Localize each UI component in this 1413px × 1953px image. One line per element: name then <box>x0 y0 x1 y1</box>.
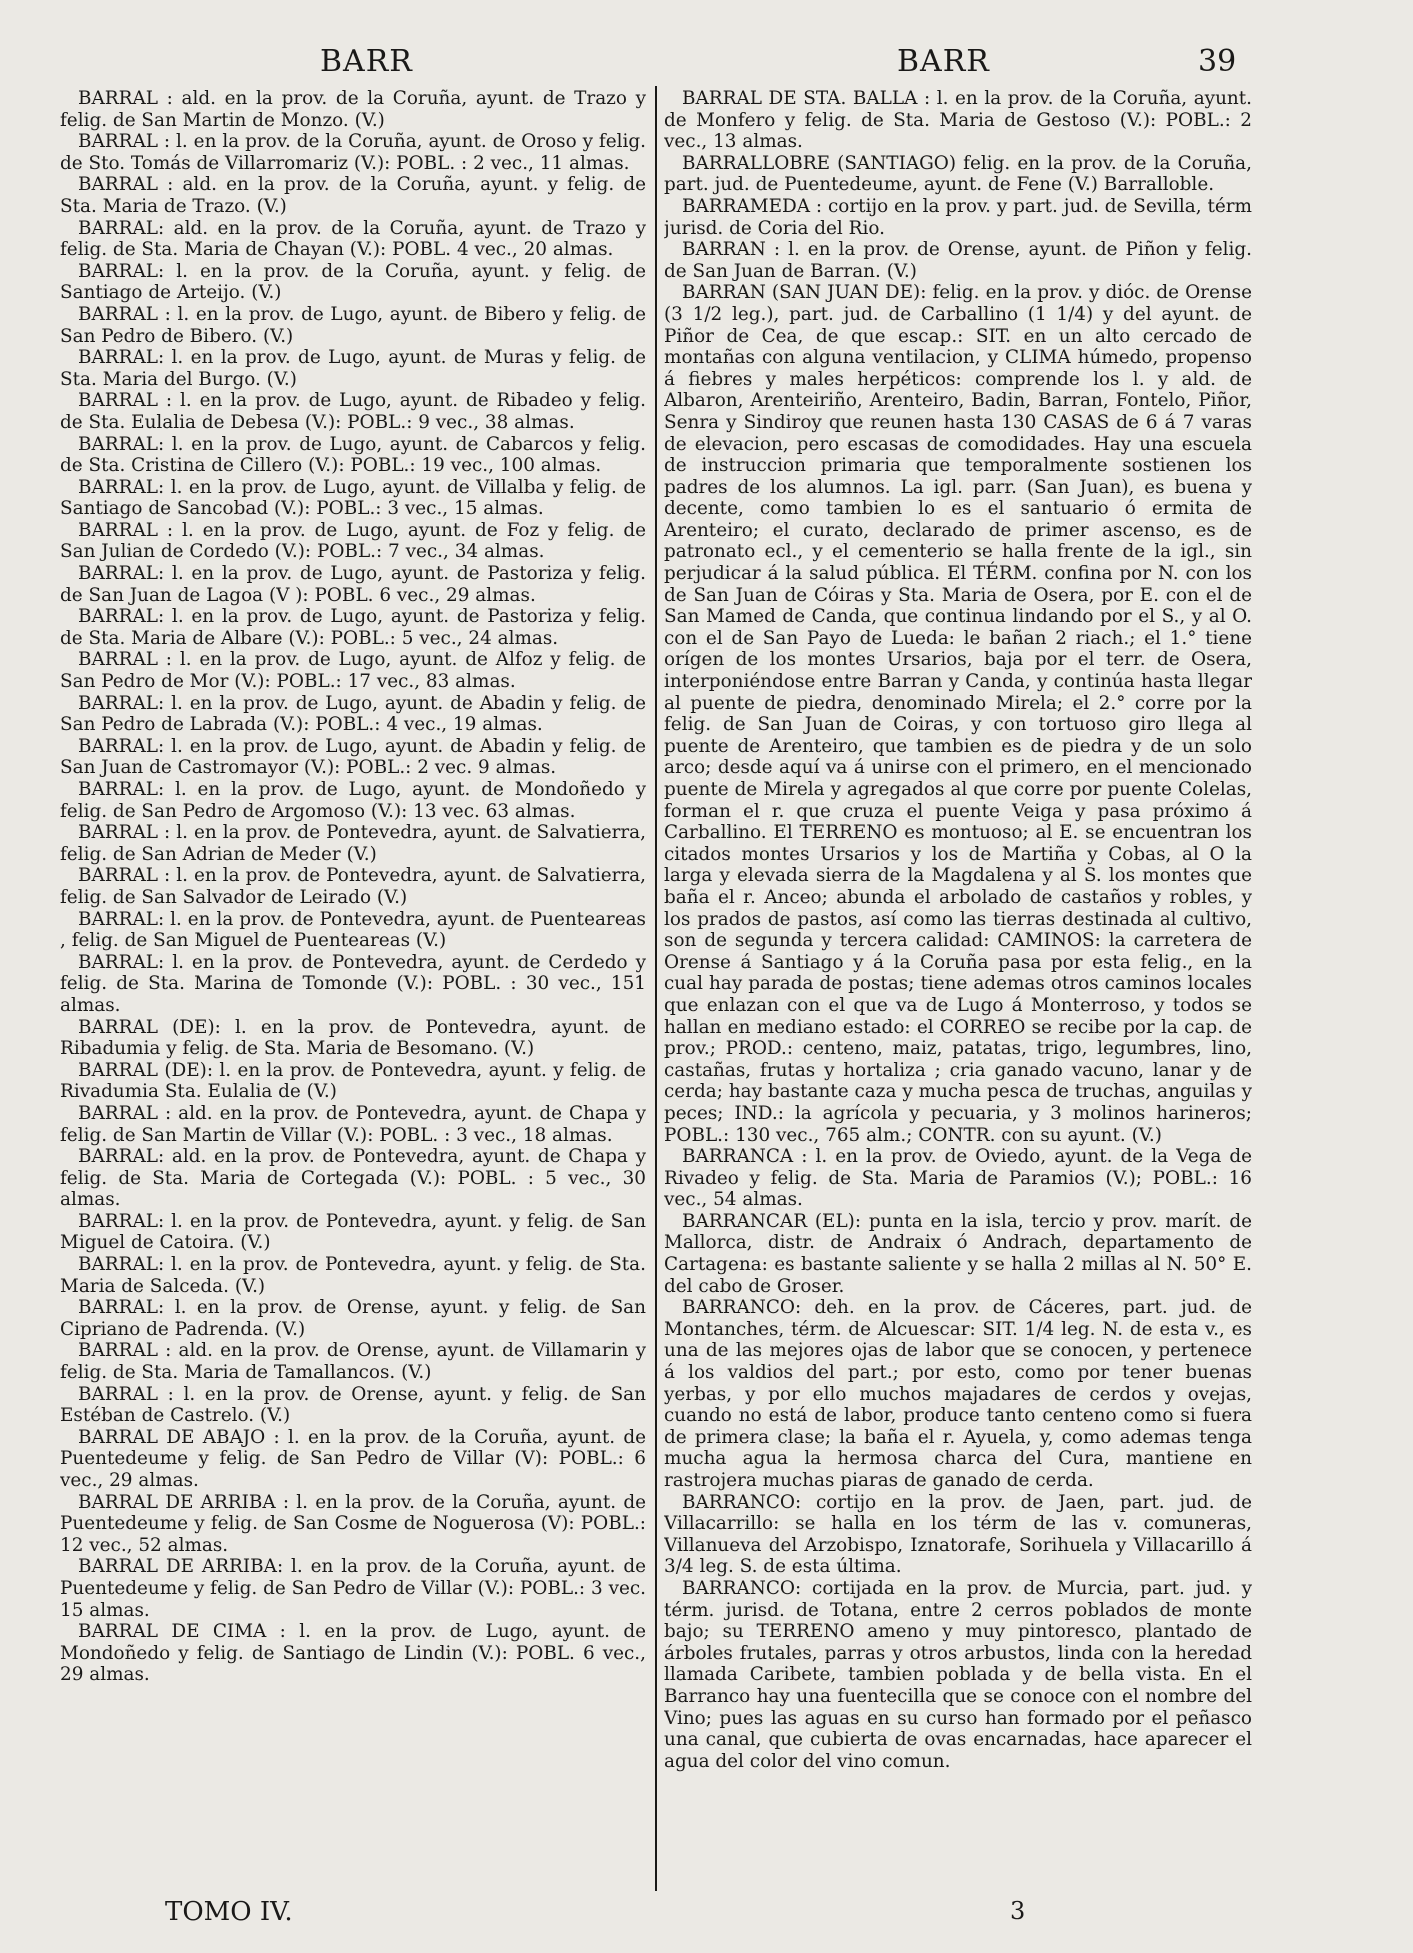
running-head-left: BARR <box>320 44 413 79</box>
dictionary-entry: BARRAL : l. en la prov. de Lugo, ayunt. de Ribadeo y felig. de Sta. Eulalia de Debesa (V.): POBL.: 9 vec., 38 almas. <box>60 390 646 433</box>
column-rule <box>655 86 657 1891</box>
dictionary-entry: BARRANCO: cortijada en la prov. de Murcia, part. jud. y térm. jurisd. de Totana, entre 2 cerros poblados de monte bajo; su TERRENO ameno y muy pintoresco, plantado de árboles frutales, parras y otros arbustos, linda con la heredad llamada Caribete, tambien poblada y de bella vista. En el Barranco hay una fuentecilla que se conoce con el nombre del Vino; pues las aguas en su curso han formado por el peñasco una canal, que cubierta de ovas encarnadas, hace aparecer el agua del color del vino comun. <box>664 1577 1252 1772</box>
dictionary-entry: BARRAL (DE): l. en la prov. de Pontevedra, ayunt. de Ribadumia y felig. de Sta. Maria de Besomano. (V.) <box>60 1016 646 1060</box>
dictionary-entry: BARRAL: l. en la prov. de Lugo, ayunt. de Cabarcos y felig. de Sta. Cristina de Cillero (V.): POBL.: 19 vec., 100 almas. <box>60 433 646 477</box>
dictionary-entry: BARRAL: l. en la prov. de Lugo, ayunt. de Mondoñedo y felig. de San Pedro de Argomoso (V.): 13 vec. 63 almas. <box>60 779 646 822</box>
dictionary-entry: BARRANCO: deh. en la prov. de Cáceres, part. jud. de Montanches, térm. de Alcuescar: SIT. 1/4 leg. N. de esta v., es una de las mejores ojas de labor que se conocen, y pertenece á los valdios del part.; por esto, como por tener buenas yerbas, y por ello muchos majadares de cerdos y ovejas, cuando no está de labor, produce tanto centeno como si fuera de primera clase; la baña el r. Ayuela, y, como ademas tenga mucha agua la hermosa charca del Cura, mantiene en rastrojera muchas piaras de ganado de cerda. <box>664 1297 1252 1491</box>
dictionary-entry: BARRALLOBRE (SANTIAGO) felig. en la prov. de la Coruña, part. jud. de Puentedeume, ayunt. de Fene (V.) Barralloble. <box>664 152 1252 196</box>
dictionary-entry: BARRAL: l. en la prov. de Pontevedra, ayunt. y felig. de Sta. Maria de Salceda. (V.) <box>60 1254 646 1297</box>
dictionary-entry: BARRAL : l. en la prov. de Lugo, ayunt. de Alfoz y felig. de San Pedro de Mor (V.): POBL.: 17 vec., 83 almas. <box>60 649 646 693</box>
page-number: 39 <box>1198 44 1237 79</box>
dictionary-entry: BARRAL DE ARRIBA: l. en la prov. de la Coruña, ayunt. de Puentedeume y felig. de San Pedro de Villar (V.): POBL.: 3 vec. 15 almas. <box>60 1556 646 1621</box>
dictionary-entry: BARRANCAR (EL): punta en la isla, tercio y prov. marít. de Mallorca, distr. de Andraix ó Andrach, departamento de Cartagena: es bastante saliente y se halla 2 millas al N. 50° E. del cabo de Groser. <box>664 1210 1252 1297</box>
dictionary-entry: BARRAL DE STA. BALLA : l. en la prov. de la Coruña, ayunt. de Monfero y felig. de Sta. Maria de Gestoso (V.): POBL.: 2 vec., 13 almas. <box>664 88 1252 153</box>
dictionary-entry: BARRANCA : l. en la prov. de Oviedo, ayunt. de la Vega de Rivadeo y felig. de Sta. Maria de Paramios (V.); POBL.: 16 vec., 54 almas. <box>664 1146 1252 1211</box>
dictionary-entry: BARRAMEDA : cortijo en la prov. y part. jud. de Sevilla, térm jurisd. de Coria del Rio. <box>664 195 1252 239</box>
dictionary-entry: BARRAL: l. en la prov. de Pontevedra, ayunt. de Cerdedo y felig. de Sta. Marina de Tomonde (V.): POBL. : 30 vec., 151 almas. <box>60 951 646 1016</box>
dictionary-entry: BARRAL : ald. en la prov. de la Coruña, ayunt. y felig. de Sta. Maria de Trazo. (V.) <box>60 174 646 217</box>
running-head-right: BARR <box>897 44 990 79</box>
signature-mark: 3 <box>1010 1897 1026 1925</box>
dictionary-entry: BARRAL: l. en la prov. de Lugo, ayunt. de Muras y felig. de Sta. Maria del Burgo. (V.) <box>60 347 646 390</box>
dictionary-entry: BARRAL : ald. en la prov. de la Coruña, ayunt. de Trazo y felig. de San Martin de Monzo. (V.) <box>60 88 646 131</box>
dictionary-entry: BARRAL: ald. en la prov. de Pontevedra, ayunt. de Chapa y felig. de Sta. Maria de Cortegada (V.): POBL. : 5 vec., 30 almas. <box>60 1146 646 1211</box>
dictionary-entry: BARRAL: l. en la prov. de Pontevedra, ayunt. de Puenteareas , felig. de San Miguel de Puenteareas (V.) <box>60 908 646 952</box>
dictionary-entry: BARRAL: l. en la prov. de Lugo, ayunt. de Pastoriza y felig. de San Juan de Lagoa (V ): POBL. 6 vec., 29 almas. <box>60 563 646 606</box>
right-column <box>664 88 1252 1888</box>
volume-label: TOMO IV. <box>165 1897 293 1927</box>
dictionary-entry: BARRAL : l. en la prov. de Lugo, ayunt. de Bibero y felig. de San Pedro de Bibero. (V.) <box>60 303 646 347</box>
dictionary-entry: BARRAL DE ABAJO : l. en la prov. de la Coruña, ayunt. de Puentedeume y felig. de San Pedro de Villar (V): POBL.: 6 vec., 29 almas. <box>60 1426 646 1491</box>
dictionary-entry: BARRAL: l. en la prov. de Lugo, ayunt. de Villalba y felig. de Santiago de Sancobad (V.): POBL.: 3 vec., 15 almas. <box>60 476 646 520</box>
dictionary-entry: BARRANCO: cortijo en la prov. de Jaen, part. jud. de Villacarrillo: se halla en los térm de las v. comuneras, Villanueva del Arzobispo, Iznatorafe, Sorihuela y Villacarillo á 3/4 leg. S. de esta última. <box>664 1491 1252 1578</box>
dictionary-entry: BARRAL: l. en la prov. de Pontevedra, ayunt. y felig. de San Miguel de Catoira. (V.) <box>60 1210 646 1254</box>
dictionary-entry: BARRAL: l. en la prov. de Lugo, ayunt. de Abadin y felig. de San Pedro de Labrada (V.): POBL.: 4 vec., 19 almas. <box>60 692 646 736</box>
dictionary-entry: BARRAL : ald. en la prov. de Pontevedra, ayunt. de Chapa y felig. de San Martin de Villar (V.): POBL. : 3 vec., 18 almas. <box>60 1102 646 1146</box>
dictionary-entry: BARRAL: ald. en la prov. de la Coruña, ayunt. de Trazo y felig. de Sta. Maria de Chayan (V.): POBL. 4 vec., 20 almas. <box>60 217 646 261</box>
dictionary-entry: BARRAL: l. en la prov. de Lugo, ayunt. de Abadin y felig. de San Juan de Castromayor (V.): POBL.: 2 vec. 9 almas. <box>60 735 646 779</box>
dictionary-entry: BARRAN (SAN JUAN DE): felig. en la prov. y dióc. de Orense (3 1/2 leg.), part. jud. de Carballino (1 1/4) y del ayunt. de Piñor de Cea, de que escap.: SIT. en un alto cercado de montañas con alguna ventilacion, y CLIMA húmedo, propenso á fiebres y males herpéticos: comprende los l. y ald. de Albaron, Arenteiriño, Arenteiro, Badin, Barran, Fontelo, Piñor, Senra y Sindiroy que reunen hasta 130 CASAS de 6 á 7 varas de elevacion, pero escasas de comodidades. Hay una escuela de instruccion primaria que temporalmente sostienen los padres de los alumnos. La igl. parr. (San Juan), es buena y decente, como tambien lo es el santuario ó ermita de Arenteiro; el curato, declarado de primer ascenso, es de patronato ecl., y el cementerio se halla frente de la igl., sin perjudicar á la salud pública. El TÉRM. confina por N. con los de San Juan de Cóiras y Sta. Maria de Osera, por E. con el de San Mamed de Canda, que continua lindando por el S., y al O. con el de San Payo de Lueda: le bañan 2 riach.; el 1.° tiene orígen de los montes Ursarios, baja por el terr. de Osera, interponiéndose entre Barran y Canda, y continúa hasta llegar al puente de piedra, denominado Mirela; el 2.° corre por la felig. de San Juan de Coiras, y con tortuoso giro llega al puente de Arenteiro, que tambien es de piedra y de un solo arco; desde aquí va á unirse con el primero, en el mencionado puente de Mirela y agregados al que corre por puente Colelas, forman el r. que cruza el puente Veiga y pasa próximo á Carballino. El TERRENO es montuoso; al E. se encuentran los citados montes Ursarios y los de Martiña y Cobas, al O la larga y elevada sierra de la Magdalena y al S. los montes que baña el r. Anceo; abunda el arbolado de castaños y robles, y los prados de pastos, así como las tierras destinada al cultivo, son de segunda y tercera calidad: CAMINOS: la carretera de Orense á Santiago y á la Coruña pasa por esta felig., en la cual hay parada de postas; tiene ademas otros caminos locales que enlazan con el que va de Lugo á Monterroso, y todos se hallan en mediano estado: el CORREO se recibe por la cap. de prov.; PROD.: centeno, maiz, patatas, trigo, legumbres, lino, castañas, frutas y hortaliza ; cria ganado vacuno, lanar y de cerda; hay bastante caza y mucha pesca de truchas, anguilas y peces; IND.: la agrícola y pecuaria, y 3 molinos harineros; POBL.: 130 vec., 765 alm.; CONTR. con su ayunt. (V.) <box>664 282 1252 1146</box>
dictionary-entry: BARRAL : l. en la prov. de Pontevedra, ayunt. de Salvatierra, felig. de San Adrian de Meder (V.) <box>60 822 646 865</box>
dictionary-entry: BARRAL : l. en la prov. de Lugo, ayunt. de Foz y felig. de San Julian de Cordedo (V.): POBL.: 7 vec., 34 almas. <box>60 519 646 563</box>
dictionary-entry: BARRAL (DE): l. en la prov. de Pontevedra, ayunt. y felig. de Rivadumia Sta. Eulalia de (V.) <box>60 1059 646 1103</box>
dictionary-entry: BARRAL : l. en la prov. de la Coruña, ayunt. de Oroso y felig. de Sto. Tomás de Villarromariz (V.): POBL. : 2 vec., 11 almas. <box>60 131 646 174</box>
dictionary-entry: BARRAL : l. en la prov. de Pontevedra, ayunt. de Salvatierra, felig. de San Salvador de Leirado (V.) <box>60 865 646 908</box>
dictionary-entry: BARRAN : l. en la prov. de Orense, ayunt. de Piñon y felig. de San Juan de Barran. (V.) <box>664 239 1252 282</box>
dictionary-entry: BARRAL DE ARRIBA : l. en la prov. de la Coruña, ayunt. de Puentedeume y felig. de San Cosme de Noguerosa (V): POBL.: 12 vec., 52 almas. <box>60 1491 646 1556</box>
left-column <box>60 88 646 1888</box>
dictionary-entry: BARRAL : ald. en la prov. de Orense, ayunt. de Villamarin y felig. de Sta. Maria de Tamallancos. (V.) <box>60 1340 646 1384</box>
dictionary-entry: BARRAL DE CIMA : l. en la prov. de Lugo, ayunt. de Mondoñedo y felig. de Santiago de Lindin (V.): POBL. 6 vec., 29 almas. <box>60 1621 646 1686</box>
dictionary-entry: BARRAL : l. en la prov. de Orense, ayunt. y felig. de San Estéban de Castrelo. (V.) <box>60 1383 646 1427</box>
dictionary-entry: BARRAL: l. en la prov. de Lugo, ayunt. de Pastoriza y felig. de Sta. Maria de Albare (V.): POBL.: 5 vec., 24 almas. <box>60 606 646 649</box>
dictionary-entry: BARRAL: l. en la prov. de la Coruña, ayunt. y felig. de Santiago de Arteijo. (V.) <box>60 260 646 304</box>
dictionary-entry: BARRAL: l. en la prov. de Orense, ayunt. y felig. de San Cipriano de Padrenda. (V.) <box>60 1297 646 1340</box>
